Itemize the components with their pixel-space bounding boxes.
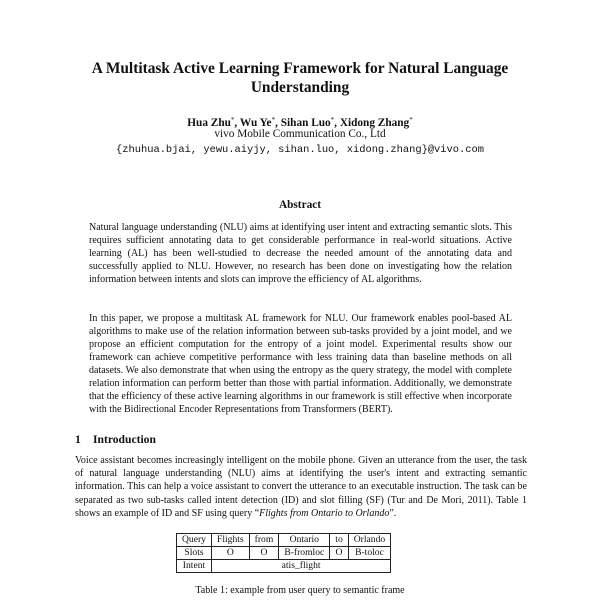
example-table — [176, 533, 391, 573]
intro-paragraph — [75, 454, 527, 520]
abstract-heading: Abstract — [278, 199, 322, 211]
table-row — [177, 547, 391, 560]
table-row — [177, 534, 391, 547]
abstract-paragraph-1: Natural language understanding (NLU) aims at identifying user intent and extracting semantic slots. This requires sufficient annotating data to get considerable performance in real-world situations. Active learning (AL) has been well-studied to decrease the needed amount of the annotating data and successfully applied to NLU. However, no research has been done on investigating how the relation information between intents and slots can improve the efficiency of AL algorithms. — [89, 222, 512, 285]
abstract-paragraph-2: In this paper, we propose a multitask AL framework for NLU. Our framework enables pool-based AL algorithms to make use of the relation information between sub-tasks provided by a joint model, and we propose an efficient computation for the entropy of a joint model. Experimental results show our framework can achieve competitive performance with less training data than baseline methods on all datasets. We also demonstrate that when using the entropy as the query strategy, the model with complete relation information can perform better than those with partial information. Additionally, we demonstrate that the efficiency of these active learning algorithms in our framework is still effective when incorporate with the Bidirectional Encoder Representations from Transformers (BERT). — [89, 313, 512, 415]
paper-title: A Multitask Active Learning Framework for Natural Language Understanding — [91, 60, 509, 96]
author-list: Hua Zhu*, Wu Ye*, Sihan Luo*, Xidong Zhang* — [187, 116, 413, 129]
author-name: Wu Ye — [239, 117, 272, 129]
row-label: Intent — [177, 560, 212, 573]
table-cell: O — [249, 547, 279, 560]
intent-cell: atis_flight — [211, 560, 390, 573]
row-label: Query — [177, 534, 212, 547]
intro-text: Voice assistant becomes increasingly intelligent on the mobile phone. Given an utterance from the user, the task of natural language understanding (NLU) aims at identifying the user's intent and extracting semantic information. This can help a voice assistant to convert the utterance to an executable instruction. The task can be separated as two sub-tasks called intent detection (ID) and slot filling (SF) (Tur and De Mori, 2011). Table 1 shows an example of ID and SF using query “ — [75, 455, 527, 519]
author-mark: * — [330, 116, 335, 124]
table-caption: Table 1: example from user query to semantic frame — [195, 585, 405, 596]
table-cell: Flights — [211, 534, 249, 547]
author-mark: * — [409, 116, 413, 124]
table-cell: O — [211, 547, 249, 560]
section-title: Introduction — [93, 433, 156, 446]
affiliation: vivo Mobile Communication Co., Ltd — [214, 128, 386, 140]
section-number: 1 — [75, 433, 81, 446]
table-cell: to — [330, 534, 348, 547]
row-label: Slots — [177, 547, 212, 560]
author-mark: * — [271, 116, 276, 124]
table-cell: B-fromloc — [279, 547, 330, 560]
table-cell: from — [249, 534, 279, 547]
table-cell: Ontario — [279, 534, 330, 547]
author-name: Sihan Luo — [280, 117, 331, 129]
table-cell: O — [330, 547, 348, 560]
section-heading — [75, 433, 156, 446]
intro-text-end: ”. — [389, 507, 397, 519]
table-cell: Orlando — [348, 534, 390, 547]
author-name: Hua Zhu — [187, 117, 231, 129]
author-emails: {zhuhua.bjai, yewu.aiyjy, sihan.luo, xidong.zhang}@vivo.com — [116, 144, 484, 156]
table-cell: B-toloc — [348, 547, 390, 560]
example-query: Flights from Ontario to Orlando — [259, 507, 390, 519]
author-name: Xidong Zhang — [339, 117, 410, 129]
table-row — [177, 560, 391, 573]
author-mark: * — [230, 116, 235, 124]
